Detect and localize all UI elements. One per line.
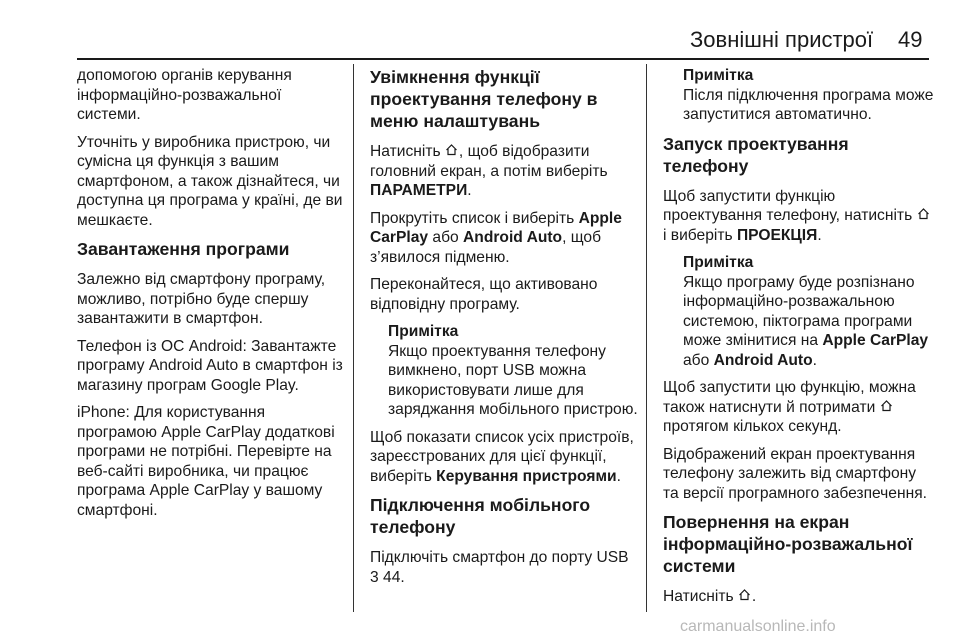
home-icon bbox=[445, 142, 459, 162]
paragraph: Щоб запустити функцію проектування телефону, натисніть і виберіть ПРОЕКЦІЯ. bbox=[663, 187, 935, 246]
section-heading: Завантаження програми bbox=[77, 239, 290, 259]
note-text: Якщо програму буде розпізнано інформаційно-розважальною системою, піктограма програми може змінитися на Apple CarPlay або Android Auto. bbox=[683, 273, 929, 369]
watermark: carmanualsonline.info bbox=[680, 618, 836, 635]
paragraph: допомогою органів керування інформаційно-розважальної системи. bbox=[77, 67, 292, 123]
header-divider bbox=[77, 58, 929, 60]
paragraph: iPhone: Для користування програмою Apple CarPlay додаткові програми не потрібні. Перевірте на веб-сайті виробника, чи працює програма Apple CarPlay у вашому смартфоні. bbox=[77, 404, 335, 519]
home-icon bbox=[880, 398, 894, 418]
page-number: 49 bbox=[898, 27, 923, 52]
paragraph: Прокрутіть список і виберіть Apple CarPlay або Android Auto, щоб з’явилося підменю. bbox=[370, 209, 622, 266]
note-title: Примітка bbox=[683, 67, 754, 84]
paragraph: Щоб показати список усіх пристроїв, зареєстрованих для цієї функції, виберіть Керування пристроями. bbox=[370, 428, 634, 485]
column-2 bbox=[370, 66, 638, 595]
paragraph: Натисніть . bbox=[663, 588, 757, 605]
note-text: Після підключення програма може запуститися автоматично. bbox=[683, 86, 934, 123]
note-text: Якщо проектування телефону вимкнено, порт USB можна використовувати лише для заряджання мобільного пристрою. bbox=[388, 342, 638, 418]
column-1 bbox=[77, 66, 345, 528]
paragraph: Щоб запустити цю функцію, можна також натиснути й потримати протягом кількох секунд. bbox=[663, 379, 916, 435]
paragraph: Підключіть смартфон до порту USB 3 44. bbox=[370, 549, 629, 586]
column-divider-2 bbox=[646, 64, 647, 612]
column-divider-1 bbox=[353, 64, 354, 612]
paragraph: Натисніть , щоб відобразити головний екран, а потім виберіть ПАРАМЕТРИ. bbox=[370, 143, 608, 199]
note-title: Примітка bbox=[388, 323, 459, 340]
home-icon bbox=[917, 206, 931, 226]
home-icon bbox=[738, 587, 752, 607]
note-box bbox=[388, 322, 638, 420]
paragraph: Телефон із ОС Android: Завантажте програму Android Auto в смартфон із магазину програм Google Play. bbox=[77, 337, 343, 394]
paragraph: Уточніть у виробника пристрою, чи сумісна ця функція з вашим смартфоном, а також дізнайтеся, чи доступна ця програма у країні, де ви мешкаєте. bbox=[77, 133, 343, 229]
page-header-title: Зовнішні пристрої bbox=[690, 27, 874, 52]
note-box bbox=[683, 253, 935, 370]
section-heading: Запуск проектування телефону bbox=[663, 133, 849, 176]
paragraph: Переконайтеся, що активовано відповідну програму. bbox=[370, 276, 598, 313]
paragraph: Залежно від смартфону програму, можливо, потрібно буде спершу завантажити в смартфон. bbox=[77, 271, 326, 327]
arrow-reference-icon: 3 bbox=[370, 568, 379, 586]
paragraph: Відображений екран проектування телефону залежить від смартфону та версії програмного забезпечення. bbox=[663, 445, 927, 502]
note-title: Примітка bbox=[683, 254, 754, 271]
note-box bbox=[683, 66, 935, 125]
column-3 bbox=[663, 66, 935, 615]
section-heading: Повернення на екран інформаційно-розважальної системи bbox=[663, 512, 913, 576]
section-heading: Увімкнення функції проектування телефону в меню налаштувань bbox=[370, 67, 598, 131]
section-heading: Підключення мобільного телефону bbox=[370, 495, 591, 537]
